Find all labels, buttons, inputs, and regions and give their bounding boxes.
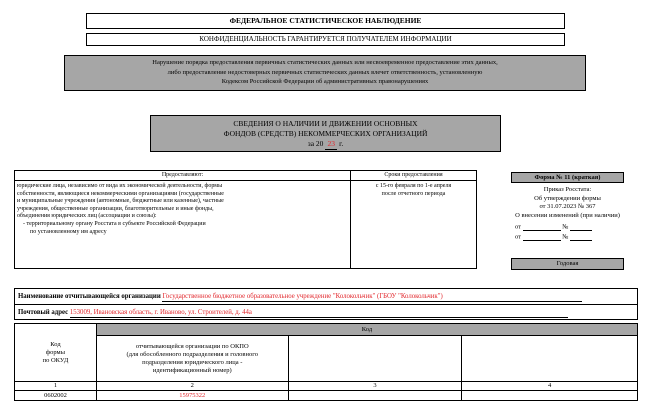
confidentiality-notice [86,33,565,46]
form-header-title [86,13,565,29]
providers-deadline [351,181,476,268]
deadline-line-1: с 15-го февраля по 1-е апреля [375,183,452,189]
org-name-label: Наименование отчитывающейся организации [18,293,161,300]
col-number-4: 4 [462,382,638,391]
year-value-field[interactable]: 23 [325,139,337,150]
col3-header-cell [288,336,462,382]
order-line-3: от 31.07.2023 № 367 [539,203,596,210]
okud-header-cell [15,324,97,382]
providers-col1-header-text: Предоставляют: [161,172,204,178]
changes-row-2 [515,233,625,242]
report-title-box [150,115,501,152]
org-address-label: Почтовый адрес [18,309,69,316]
year-prefix: за 20 [307,139,324,148]
changes-date-1-field[interactable] [523,223,561,231]
order-line-2: Об утверждении формы [534,194,601,202]
col-number-2: 2 [96,382,288,391]
okud-value-cell: 0602002 [15,391,97,401]
providers-table [14,170,477,269]
col-number-1: 1 [15,382,97,391]
okpo-value-cell[interactable]: 15975322 [96,391,288,401]
providers-line-7: по установленному им адресу [30,228,107,235]
report-year-line [151,139,500,150]
col4-value-cell[interactable] [462,391,638,401]
changes-row-1 [515,223,625,232]
warning-line-3: Кодексом Российской Федерации об административных правонарушениях [221,78,429,85]
providers-line-6: - территориальному органу Росстата в субъекте Российской Федерации [23,220,206,227]
periodicity-text: Годовая [556,260,579,267]
form-number-box [511,172,624,183]
okpo-header-line-2: (для обособленного подразделения и головного [126,350,258,358]
providers-line-3: и муниципальные учреждения (автономные, бюджетные или казенные), частные [17,198,224,205]
changes-number-2-field[interactable] [570,233,592,241]
providers-col1-header [15,171,351,181]
warning-line-2: либо предоставление недостоверных первичных статистических данных влечет ответственность, установленную [167,68,483,76]
providers-col2-header-text: Сроки предоставления [384,172,443,178]
org-divider [15,304,637,305]
okud-header-line-1: Код [50,340,61,348]
okpo-header-line-1: отчитывающейся организации по ОКПО [135,342,249,350]
rosstat-order [496,186,639,220]
org-name-row [18,292,634,302]
okud-header-line-2: формы [45,348,65,356]
providers-line-4: учреждения, общественные организации, благотворительные и иные фонды, [17,205,214,212]
col3-value-cell[interactable] [288,391,462,401]
providers-line-1: юридические лица, независимо от вида их экономической деятельности, формы [17,183,223,189]
codes-table [14,323,638,401]
form-number-text: Форма № 11 (краткая) [534,174,601,181]
providers-line-2: собственности, являющиеся некоммерческими организациями (государственные [17,190,224,197]
org-address-row [18,308,634,318]
changes-num-1-label: № [562,223,569,231]
periodicity-box [511,258,624,270]
deadline-line-2: после отчетного периода [381,190,446,197]
changes-date-2-field[interactable] [523,233,561,241]
changes-number-1-field[interactable] [570,223,592,231]
okpo-header-line-3: подразделения юридического лица - [142,358,243,366]
okpo-header-line-4: идентификационный номер) [152,366,232,374]
org-name-field[interactable]: Государственное бюджетное образовательное учреждение "Колокольчик" (ГБОУ "Колокольчик") [162,292,582,302]
header-title-text: ФЕДЕРАЛЬНОЕ СТАТИСТИЧЕСКОЕ НАБЛЮДЕНИЕ [229,16,422,25]
changes-label: О внесении изменений (при наличии) [515,211,620,219]
report-title-line-1: СВЕДЕНИЯ О НАЛИЧИИ И ДВИЖЕНИИ ОСНОВНЫХ [233,119,418,128]
providers-col2-header [351,171,476,181]
report-title-line-2: ФОНДОВ (СРЕДСТВ) НЕКОММЕРЧЕСКИХ ОРГАНИЗАЦИЙ [223,129,428,138]
liability-warning [64,55,586,91]
changes-num-2-label: № [562,233,569,241]
okpo-header-cell [96,336,288,382]
warning-line-1: Нарушение порядка предоставления первичных статистических данных или несвоевременное предоставление этих данных, [152,59,498,66]
col-number-3: 3 [288,382,462,391]
organization-block [14,288,638,320]
year-suffix: г. [339,139,344,148]
okud-header-line-3: по ОКУД [42,356,69,364]
confidential-text: КОНФИДЕНЦИАЛЬНОСТЬ ГАРАНТИРУЕТСЯ ПОЛУЧАТЕЛЕМ ИНФОРМАЦИИ [199,35,452,43]
changes-from-1-label: от [515,223,522,231]
providers-description [15,181,351,268]
changes-from-2-label: от [515,233,522,241]
order-line-1: Приказ Росстата: [543,186,592,193]
col4-header-cell [462,336,638,382]
code-group-header: Код [96,324,637,336]
org-address-field[interactable]: 153009, Ивановская область, г. Иваново, ул. Строителей, д. 44а [70,308,568,318]
providers-line-5: объединения юридических лиц (ассоциации и союзы): [17,213,157,220]
